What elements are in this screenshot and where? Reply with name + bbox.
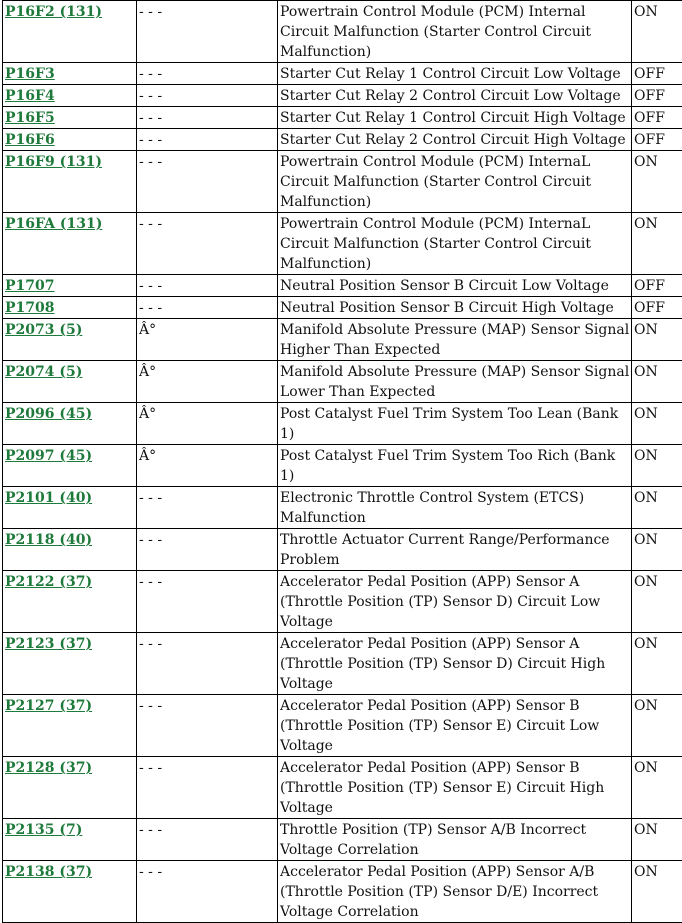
detection-condition-cell: - - - bbox=[137, 85, 278, 107]
detection-condition-cell: Â° bbox=[137, 361, 278, 403]
mil-status-cell: ON bbox=[632, 633, 682, 695]
dtc-code-cell bbox=[3, 487, 137, 529]
dtc-code-cell bbox=[3, 757, 137, 819]
table-row bbox=[3, 861, 682, 923]
dtc-code-cell bbox=[3, 319, 137, 361]
description-cell: Neutral Position Sensor B Circuit High Voltage bbox=[278, 297, 632, 319]
dtc-code-link[interactable]: P16F5 bbox=[5, 110, 55, 126]
description-cell: Neutral Position Sensor B Circuit Low Voltage bbox=[278, 275, 632, 297]
detection-condition-cell: - - - bbox=[137, 529, 278, 571]
dtc-code-link[interactable]: P2138 (37) bbox=[5, 864, 92, 880]
detection-condition-cell: - - - bbox=[137, 571, 278, 633]
mil-status-cell: ON bbox=[632, 571, 682, 633]
mil-status-cell: OFF bbox=[632, 129, 682, 151]
mil-status-cell: ON bbox=[632, 319, 682, 361]
detection-condition-cell: - - - bbox=[137, 107, 278, 129]
description-cell: Throttle Position (TP) Sensor A/B Incorrect Voltage Correlation bbox=[278, 819, 632, 861]
dtc-code-cell bbox=[3, 571, 137, 633]
dtc-code-cell bbox=[3, 129, 137, 151]
dtc-code-cell bbox=[3, 695, 137, 757]
dtc-code-link[interactable]: P1708 bbox=[5, 300, 55, 316]
dtc-code-link[interactable]: P16F2 (131) bbox=[5, 4, 102, 20]
dtc-table-body bbox=[3, 1, 682, 923]
mil-status-cell: ON bbox=[632, 151, 682, 213]
mil-status-cell: ON bbox=[632, 445, 682, 487]
dtc-code-link[interactable]: P2096 (45) bbox=[5, 406, 92, 422]
detection-condition-cell: - - - bbox=[137, 151, 278, 213]
dtc-code-link[interactable]: P16F9 (131) bbox=[5, 154, 102, 170]
mil-status-cell: ON bbox=[632, 487, 682, 529]
description-cell: Starter Cut Relay 2 Control Circuit High Voltage bbox=[278, 129, 632, 151]
dtc-table bbox=[2, 0, 682, 923]
description-cell: Accelerator Pedal Position (APP) Sensor B (Throttle Position (TP) Sensor E) Circuit Low Voltage bbox=[278, 695, 632, 757]
mil-status-cell: OFF bbox=[632, 275, 682, 297]
detection-condition-cell: - - - bbox=[137, 275, 278, 297]
table-row bbox=[3, 297, 682, 319]
dtc-code-link[interactable]: P2118 (40) bbox=[5, 532, 92, 548]
dtc-code-link[interactable]: P2128 (37) bbox=[5, 760, 92, 776]
dtc-code-link[interactable]: P16F3 bbox=[5, 66, 55, 82]
detection-condition-cell: - - - bbox=[137, 861, 278, 923]
dtc-code-cell bbox=[3, 633, 137, 695]
description-cell: Powertrain Control Module (PCM) InternaL Circuit Malfunction (Starter Control Circuit Malfunction) bbox=[278, 151, 632, 213]
dtc-code-link[interactable]: P2074 (5) bbox=[5, 364, 82, 380]
mil-status-cell: ON bbox=[632, 819, 682, 861]
mil-status-cell: ON bbox=[632, 361, 682, 403]
detection-condition-cell: - - - bbox=[137, 819, 278, 861]
description-cell: Accelerator Pedal Position (APP) Sensor B (Throttle Position (TP) Sensor E) Circuit High Voltage bbox=[278, 757, 632, 819]
mil-status-cell: ON bbox=[632, 213, 682, 275]
detection-condition-cell: - - - bbox=[137, 695, 278, 757]
table-row bbox=[3, 151, 682, 213]
dtc-code-link[interactable]: P16F6 bbox=[5, 132, 55, 148]
table-row bbox=[3, 213, 682, 275]
table-row bbox=[3, 319, 682, 361]
detection-condition-cell: - - - bbox=[137, 633, 278, 695]
table-row bbox=[3, 403, 682, 445]
dtc-code-link[interactable]: P2101 (40) bbox=[5, 490, 92, 506]
mil-status-cell: OFF bbox=[632, 85, 682, 107]
dtc-code-cell bbox=[3, 297, 137, 319]
dtc-code-link[interactable]: P16FA (131) bbox=[5, 216, 102, 232]
detection-condition-cell: - - - bbox=[137, 129, 278, 151]
dtc-code-link[interactable]: P2122 (37) bbox=[5, 574, 92, 590]
table-row bbox=[3, 361, 682, 403]
table-row bbox=[3, 819, 682, 861]
description-cell: Powertrain Control Module (PCM) Internal Circuit Malfunction (Starter Control Circuit Malfunction) bbox=[278, 1, 632, 63]
description-cell: Manifold Absolute Pressure (MAP) Sensor Signal Higher Than Expected bbox=[278, 319, 632, 361]
table-row bbox=[3, 1, 682, 63]
table-row bbox=[3, 695, 682, 757]
detection-condition-cell: Â° bbox=[137, 403, 278, 445]
table-row bbox=[3, 85, 682, 107]
dtc-code-cell bbox=[3, 213, 137, 275]
description-cell: Starter Cut Relay 1 Control Circuit High Voltage bbox=[278, 107, 632, 129]
table-row bbox=[3, 487, 682, 529]
dtc-code-cell bbox=[3, 819, 137, 861]
detection-condition-cell: Â° bbox=[137, 445, 278, 487]
dtc-code-cell bbox=[3, 151, 137, 213]
detection-condition-cell: Â° bbox=[137, 319, 278, 361]
table-row bbox=[3, 445, 682, 487]
table-row bbox=[3, 757, 682, 819]
table-row bbox=[3, 529, 682, 571]
table-row bbox=[3, 107, 682, 129]
dtc-code-cell bbox=[3, 63, 137, 85]
description-cell: Throttle Actuator Current Range/Performance Problem bbox=[278, 529, 632, 571]
mil-status-cell: OFF bbox=[632, 297, 682, 319]
dtc-code-link[interactable]: P2135 (7) bbox=[5, 822, 82, 838]
table-row bbox=[3, 129, 682, 151]
dtc-code-cell bbox=[3, 275, 137, 297]
mil-status-cell: ON bbox=[632, 695, 682, 757]
dtc-code-cell bbox=[3, 403, 137, 445]
description-cell: Starter Cut Relay 2 Control Circuit Low Voltage bbox=[278, 85, 632, 107]
dtc-code-cell bbox=[3, 1, 137, 63]
mil-status-cell: ON bbox=[632, 1, 682, 63]
mil-status-cell: ON bbox=[632, 861, 682, 923]
detection-condition-cell: - - - bbox=[137, 63, 278, 85]
description-cell: Manifold Absolute Pressure (MAP) Sensor Signal Lower Than Expected bbox=[278, 361, 632, 403]
detection-condition-cell: - - - bbox=[137, 213, 278, 275]
detection-condition-cell: - - - bbox=[137, 487, 278, 529]
dtc-code-link[interactable]: P2073 (5) bbox=[5, 322, 82, 338]
dtc-code-cell bbox=[3, 85, 137, 107]
description-cell: Electronic Throttle Control System (ETCS) Malfunction bbox=[278, 487, 632, 529]
mil-status-cell: ON bbox=[632, 403, 682, 445]
dtc-code-link[interactable]: P2127 (37) bbox=[5, 698, 92, 714]
mil-status-cell: ON bbox=[632, 757, 682, 819]
detection-condition-cell: - - - bbox=[137, 297, 278, 319]
dtc-code-link[interactable]: P2097 (45) bbox=[5, 448, 92, 464]
dtc-code-link[interactable]: P16F4 bbox=[5, 88, 55, 104]
dtc-code-cell bbox=[3, 861, 137, 923]
description-cell: Accelerator Pedal Position (APP) Sensor A (Throttle Position (TP) Sensor D) Circuit Low Voltage bbox=[278, 571, 632, 633]
description-cell: Post Catalyst Fuel Trim System Too Rich (Bank 1) bbox=[278, 445, 632, 487]
description-cell: Post Catalyst Fuel Trim System Too Lean (Bank 1) bbox=[278, 403, 632, 445]
mil-status-cell: OFF bbox=[632, 107, 682, 129]
mil-status-cell: OFF bbox=[632, 63, 682, 85]
dtc-code-cell bbox=[3, 529, 137, 571]
description-cell: Accelerator Pedal Position (APP) Sensor A (Throttle Position (TP) Sensor D) Circuit High Voltage bbox=[278, 633, 632, 695]
table-row bbox=[3, 633, 682, 695]
dtc-code-cell bbox=[3, 361, 137, 403]
table-row bbox=[3, 275, 682, 297]
dtc-code-link[interactable]: P1707 bbox=[5, 278, 55, 294]
dtc-code-link[interactable]: P2123 (37) bbox=[5, 636, 92, 652]
detection-condition-cell: - - - bbox=[137, 1, 278, 63]
table-row bbox=[3, 63, 682, 85]
mil-status-cell: ON bbox=[632, 529, 682, 571]
detection-condition-cell: - - - bbox=[137, 757, 278, 819]
dtc-code-cell bbox=[3, 445, 137, 487]
description-cell: Accelerator Pedal Position (APP) Sensor A/B (Throttle Position (TP) Sensor D/E) Incorrect Voltage Correlation bbox=[278, 861, 632, 923]
description-cell: Starter Cut Relay 1 Control Circuit Low Voltage bbox=[278, 63, 632, 85]
table-row bbox=[3, 571, 682, 633]
description-cell: Powertrain Control Module (PCM) InternaL Circuit Malfunction (Starter Control Circuit Malfunction) bbox=[278, 213, 632, 275]
dtc-code-cell bbox=[3, 107, 137, 129]
